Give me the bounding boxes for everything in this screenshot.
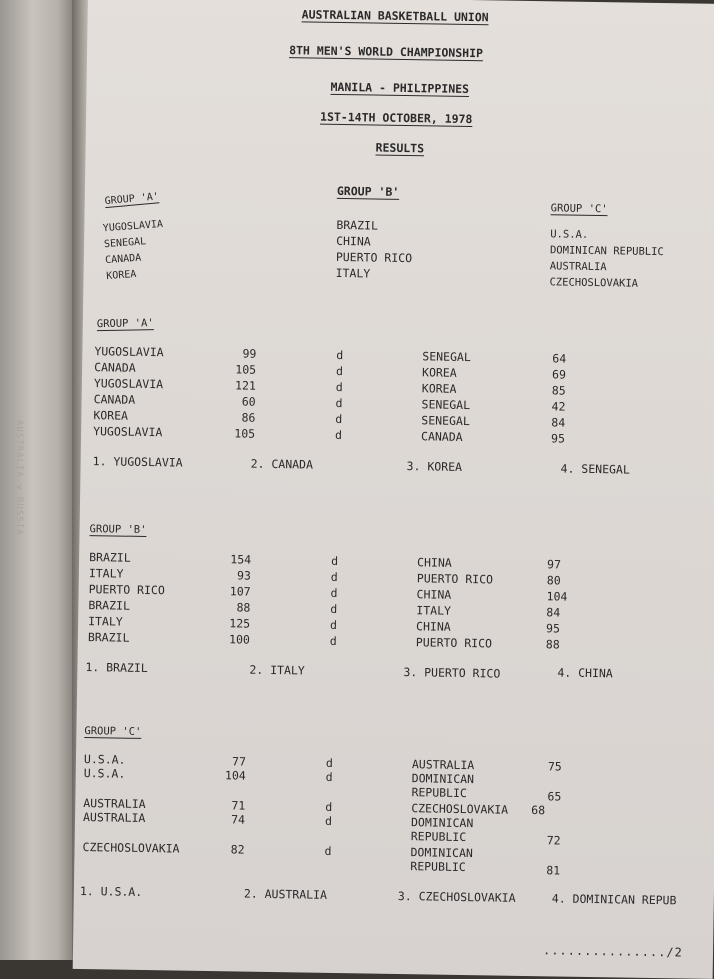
team-1: CZECHOSLOVAKIA [82, 840, 180, 856]
team-1: BRAZIL [88, 598, 131, 613]
team-2: ITALY [416, 603, 452, 618]
draw-team: PUERTO RICO [335, 249, 413, 266]
group-b-standing: 3. PUERTO RICO [403, 665, 501, 681]
team-2: AUSTRALIA [411, 757, 475, 773]
team-1: ITALY [88, 566, 124, 581]
score-1: 86 [241, 410, 256, 425]
team-1: YUGOSLAVIA [93, 376, 164, 392]
score-2: 88 [545, 637, 560, 652]
draw-team: KOREA [105, 268, 137, 283]
defeated-marker: d [335, 395, 343, 411]
score-1: 154 [230, 552, 252, 567]
score-2: 95 [545, 621, 561, 636]
score-1: 82 [230, 842, 245, 857]
draw-team: SENEGAL [103, 236, 147, 251]
team-2: DOMINICAN [410, 845, 473, 861]
group-b-standing: 4. CHINA [557, 665, 613, 681]
score-2: 84 [551, 415, 566, 430]
score-1: 60 [241, 394, 256, 409]
score-2: 80 [546, 573, 561, 588]
group-c-standing: 1. U.S.A. [79, 883, 143, 899]
team-1: U.S.A. [83, 752, 126, 767]
team-2: CHINA [416, 587, 452, 602]
score-2: 84 [546, 605, 561, 620]
score-2: 104 [546, 589, 568, 604]
draw-group-c-title: GROUP 'C' [550, 202, 608, 216]
score-2: 69 [551, 367, 567, 382]
team-2-continued: REPUBLIC [410, 859, 466, 875]
draw-team: DOMINICAN REPUBLIC [549, 244, 664, 259]
score-1: 88 [236, 600, 251, 615]
score-2: 97 [546, 557, 562, 572]
team-2: CHINA [415, 619, 451, 634]
score-1: 107 [229, 584, 251, 599]
team-1: CANADA [94, 360, 136, 375]
team-2: DOMINICAN [410, 815, 474, 831]
defeated-marker: d [330, 585, 338, 600]
defeated-marker: d [330, 569, 338, 584]
group-a-standing: 3. KOREA [406, 459, 463, 474]
team-1: ITALY [88, 614, 123, 629]
draw-team: BRAZIL [336, 217, 379, 233]
header-results: RESULTS [375, 140, 425, 156]
group-a-standing: 4. SENEGAL [560, 461, 630, 477]
score-2: 64 [552, 351, 567, 366]
team-1: BRAZIL [89, 550, 131, 565]
draw-group-a-title: GROUP 'A' [104, 191, 160, 208]
team-2: CHINA [417, 555, 452, 570]
header-union: AUSTRALIAN BASKETBALL UNION [301, 7, 489, 25]
defeated-marker: d [325, 755, 333, 770]
team-2: PUERTO RICO [415, 635, 493, 651]
draw-team: CANADA [104, 252, 142, 267]
score-2: 68 [531, 803, 546, 818]
score-1: 93 [236, 568, 251, 583]
defeated-marker: d [330, 601, 338, 616]
score-2: 42 [551, 399, 566, 414]
draw-team: CZECHOSLOVAKIA [549, 276, 639, 290]
group-a-standing: 2. CANADA [250, 456, 314, 472]
header-location: MANILA - PHILIPPINES [330, 79, 470, 96]
defeated-marker: d [324, 813, 333, 828]
team-2: KOREA [421, 365, 457, 380]
team-2: PUERTO RICO [416, 571, 494, 587]
team-2-continued: REPUBLIC [411, 785, 467, 801]
results-sheet [73, 0, 714, 979]
group-c-results-title: GROUP 'C' [84, 725, 142, 738]
group-a-results-title: GROUP 'A' [96, 317, 154, 331]
score-1: 105 [235, 362, 257, 377]
team-1: AUSTRALIA [82, 810, 146, 826]
left-facing-page [0, 0, 72, 960]
score-1: 77 [231, 754, 247, 769]
header-dates: 1ST-14TH OCTOBER, 1978 [319, 109, 473, 127]
score-1: 100 [228, 632, 250, 647]
group-b-standing: 1. BRAZIL [85, 660, 148, 676]
group-b-results-title: GROUP 'B' [89, 523, 147, 536]
team-2-continued: REPUBLIC [410, 829, 467, 845]
team-2: CANADA [420, 429, 463, 444]
group-c-standing: 2. AUSTRALIA [243, 886, 328, 902]
draw-group-b-title: GROUP 'B' [336, 183, 400, 199]
group-a-standing: 1. YUGOSLAVIA [92, 454, 183, 470]
score-1: 104 [224, 768, 246, 783]
draw-team: YUGOSLAVIA [102, 218, 164, 235]
team-2: SENEGAL [422, 349, 471, 365]
team-1: AUSTRALIA [83, 796, 146, 812]
defeated-marker: d [335, 379, 343, 395]
group-c-standing: 3. CZECHOSLOVAKIA [397, 888, 516, 905]
defeated-marker: d [335, 363, 344, 379]
bleed-through-text: AUSTRALIA v RUSSIA [14, 420, 24, 536]
draw-team: ITALY [335, 265, 371, 281]
score-2: 65 [547, 789, 562, 804]
team-2: SENEGAL [421, 397, 471, 413]
team-1: KOREA [93, 408, 129, 423]
defeated-marker: d [335, 411, 343, 427]
defeated-marker: d [325, 799, 333, 814]
defeated-marker: d [330, 617, 338, 632]
team-1: U.S.A. [83, 766, 126, 781]
team-1: YUGOSLAVIA [94, 344, 164, 360]
defeated-marker: d [324, 843, 332, 858]
score-2: 85 [551, 383, 566, 398]
draw-team: AUSTRALIA [549, 260, 607, 274]
team-2: CZECHOSLOVAKIA [411, 801, 509, 817]
team-1: CANADA [93, 392, 136, 407]
score-1: 105 [234, 426, 256, 441]
draw-team: U.S.A. [550, 228, 589, 241]
score-1: 99 [242, 346, 257, 361]
score-1: 125 [229, 616, 251, 631]
team-2: SENEGAL [421, 413, 470, 429]
defeated-marker: d [329, 633, 337, 648]
defeated-marker: d [325, 769, 333, 784]
score-2: 75 [547, 759, 562, 774]
team-1: YUGOSLAVIA [93, 424, 163, 440]
score-2: 81 [546, 863, 561, 878]
group-c-standing: 4. DOMINICAN REPUB [551, 891, 677, 908]
draw-team: CHINA [336, 233, 371, 249]
score-1: 71 [231, 798, 246, 813]
page-continuation: .............../2 [542, 943, 683, 960]
defeated-marker: d [334, 427, 343, 443]
team-1: BRAZIL [87, 630, 130, 645]
team-2: KOREA [421, 381, 457, 396]
defeated-marker: d [331, 553, 339, 568]
score-1: 121 [234, 378, 256, 393]
score-1: 74 [231, 812, 246, 827]
defeated-marker: d [336, 347, 344, 363]
team-2: DOMINICAN [411, 771, 475, 787]
score-2: 72 [546, 833, 561, 848]
group-b-standing: 2. ITALY [249, 662, 305, 678]
score-2: 95 [550, 431, 566, 446]
header-championship: 8TH MEN'S WORLD CHAMPIONSHIP [289, 43, 484, 61]
team-1: PUERTO RICO [88, 582, 165, 598]
